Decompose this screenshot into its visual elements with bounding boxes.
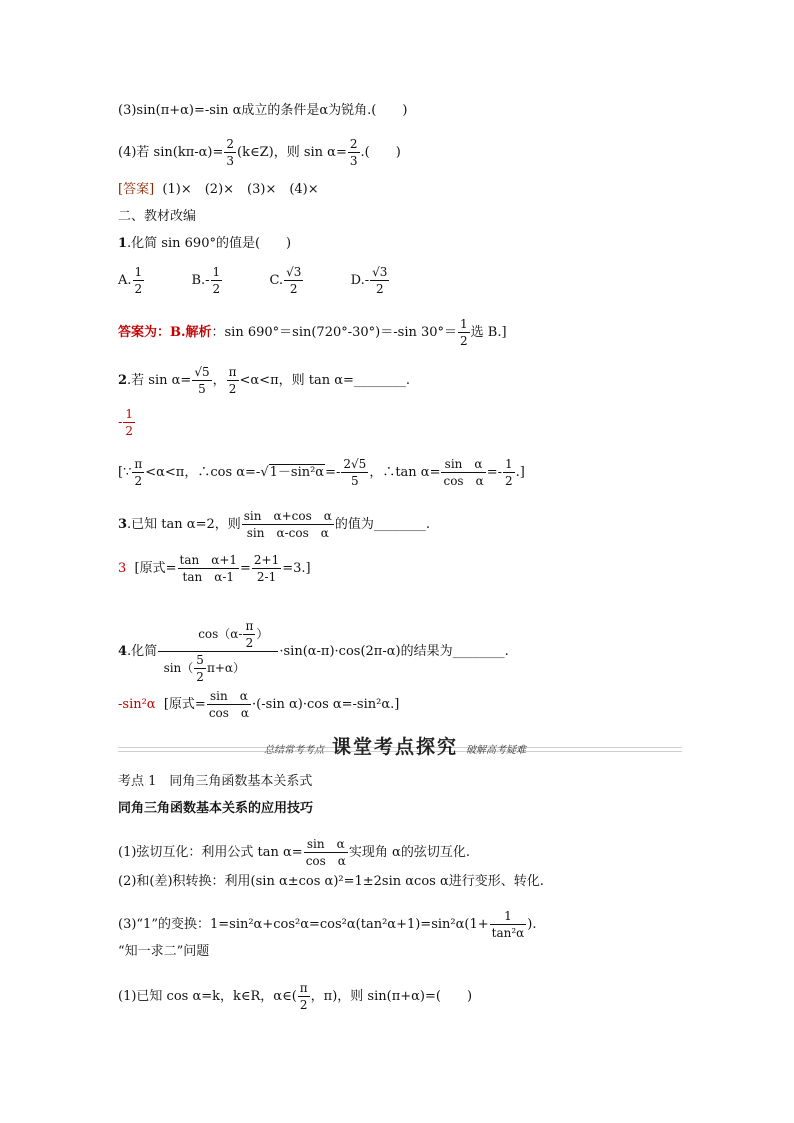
section-banner: 总结常考考点 课堂考点探究 破解高考疑难: [264, 736, 527, 758]
kaodian-subheading: 同角三角函数基本关系的应用技巧: [118, 801, 314, 816]
answer-label: [答案]: [118, 182, 155, 197]
option-b[interactable]: B.- $\frac{1}{2}$: [191, 265, 221, 296]
problem-2-solution: [∵ $\frac{\pi}{2}$ <α<π，∴cos α=-√1－sin²α=- $\frac{2√5}{5}$ ，∴tan α= $\frac{\text{sin α}}{\text{cos α}}$ =- $\frac{1}{2}$ .]: [118, 457, 525, 488]
tip-3: (3)“1”的变换：1=sin²α+cos²α=cos²α(tan²α+1)=sin²α(1+ $\frac{1}{\text{tan²α}}$ ).: [118, 909, 537, 940]
problem-3-solution: 3 [原式= $\frac{\text{tan α+1}}{\text{tan α-1}}$ = $\frac{2+1}{2-1}$ =3.]: [118, 553, 311, 584]
tip-2: (2)和(差)积转换：利用(sin α±cos α)²=1±2sin αcos α进行变形、转化.: [118, 874, 544, 889]
problem-4-solution: -sin²α [原式= $\frac{\text{sin α}}{\text{cos α}}$ ·(-sin α)·cos α=-sin²α.]: [118, 689, 400, 720]
fraction: $\frac{2}{3}$: [349, 137, 358, 168]
problem-1-answer: 答案为：B.解析：sin 690°＝sin(720°-30°)＝-sin 30°＝ $\frac{1}{2}$ 选 B.]: [118, 317, 507, 348]
answer-line: [答案] (1)× (2)× (3)× (4)×: [118, 182, 319, 197]
problem-4: 4.化简 cos（α- $\frac{\pi}{2}$ ） sin（ $\frac{5}{2}$ π+α） ·sin(α-π)·cos(2π-α)的结果为________.: [118, 619, 509, 684]
option-d[interactable]: D.- $\frac{√3}{2}$: [350, 265, 388, 296]
option-c[interactable]: C. $\frac{√3}{2}$: [269, 265, 302, 296]
question-3: (3)sin(π+α)=-sin α成立的条件是α为锐角.( ): [118, 103, 408, 118]
example-1: (1)已知 cos α=k，k∈R，α∈( $\frac{\pi}{2}$ ，π)，则 sin(π+α)=( ): [118, 981, 473, 1012]
problem-1-options: [118, 266, 390, 295]
section-heading: 二、教材改编: [118, 209, 197, 224]
problem-1: 1.化简 sin 690°的值是( ): [118, 236, 292, 251]
kaodian-heading: 考点 1 同角三角函数基本关系式: [118, 774, 313, 789]
problem-2: 2.若 sin α= $\frac{√5}{5}$ ， $\frac{\pi}{2}$ <α<π，则 tan α=________.: [118, 365, 411, 396]
question-4: (4)若 sin(kπ-α)= $\frac{2}{3}$ (k∈Z)，则 sin α= $\frac{2}{3}$ .( ): [118, 137, 401, 168]
option-a[interactable]: A. $\frac{1}{2}$: [118, 265, 143, 296]
problem-3: 3.已知 tan α=2，则 $\frac{\text{sin α+cos α}}{\text{sin α-cos α}}$ 的值为________.: [118, 509, 430, 540]
tip-1: (1)弦切互化：利用公式 tan α= $\frac{\text{sin α}}{\text{cos α}}$ 实现角 α的弦切互化.: [118, 837, 470, 868]
problem-2-answer: - $\frac{1}{2}$: [118, 407, 134, 438]
subsection-title: “知一求二”问题: [118, 944, 210, 959]
fraction: $\frac{2}{3}$: [226, 137, 235, 168]
